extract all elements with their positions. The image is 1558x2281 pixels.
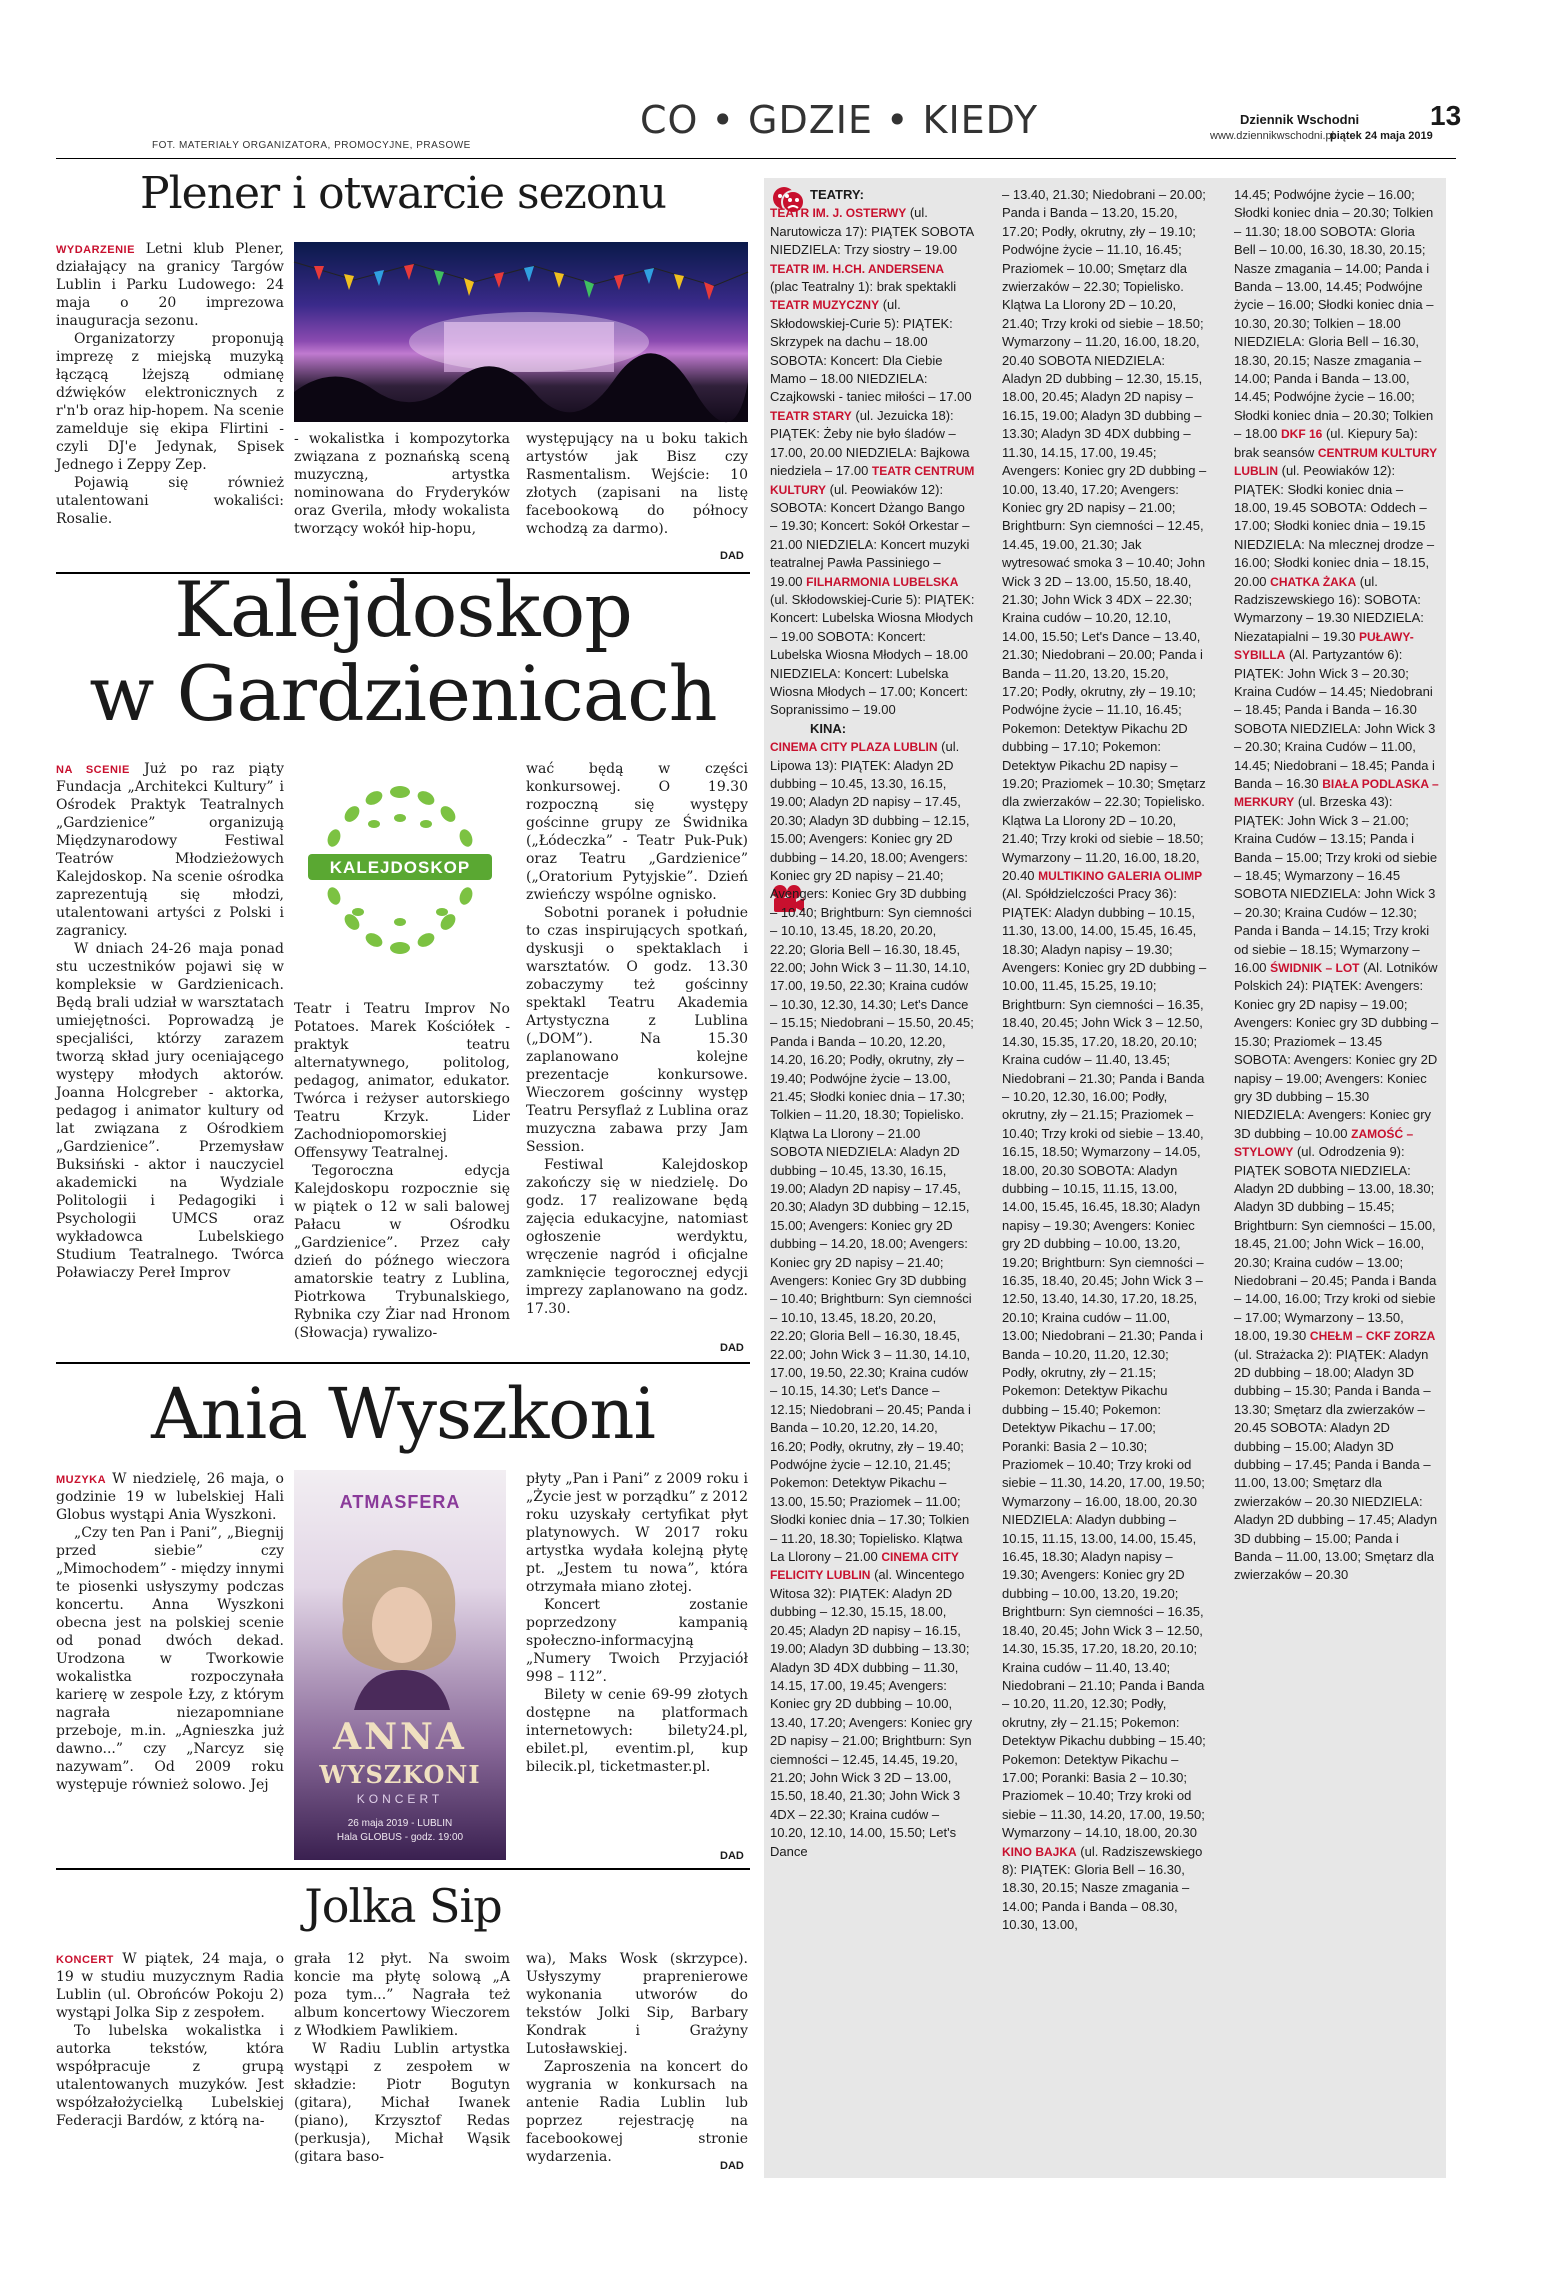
author-signature: DAD xyxy=(720,1342,744,1354)
listing-text: (ul. Skłodowskiej-Curie 5): PIĄTEK: Skrzypek na dachu – 18.00 SOBOTA: Koncert: Dla Ciebie Mamo – 18.00 NIEDZIELA: Czajkowski - taniec miłości – 17.00 xyxy=(770,297,972,405)
venue-name: KINO BAJKA xyxy=(1002,1844,1077,1859)
listing-text: (Al. Spółdzielczości Pracy 36): PIĄTEK: Aladyn dubbing – 10.15, 11.30, 13.00, 14.00, 15.45, 16.45, 18.30; Aladyn napisy – 19.30; Avengers: Koniec gry 2D dubbing – 10.00, 11.45, 15.25, 19.10; Brightburn: Syn ciemności – 16.35, 18.40, 20.45; John Wick 3 – 12.50, 14.30, 15.35, 17.20, 18.20, 20.10; Kraina cudów – 11.40, 13.45; Niedobrani – 21.30; Panda i Banda – 10.20, 12.30, 16.00; Podły, okrutny, zły – 21.15; Praziomek – 10.40; Trzy kroki od siebie – 13.40, 16.15, 18.50; Wymarzony – 14.05, 18.00, 20.30 SOBOTA: Aladyn dubbing – 10.15, 11.15, 13.00, 14.00, 15.45, 16.45, 18.30; Aladyn napisy – 19.30; Avengers: Koniec gry 2D dubbing – 10.00, 13.20, 19.20; Brightburn: Syn ciemności – 16.35, 18.40, 20.45; John Wick 3 – 12.50, 13.40, 14.30, 17.20, 18.25, 20.10; Kraina cudów – 11.00, 13.00; Niedobrani – 21.30; Panda i Banda – 10.20, 11.20, 12.30; Podły, okrutny, zły – 21.15; Pokemon: Detektyw Pikachu dubbing – 15.40; Pokemon: Detektyw Pikachu – 17.00; Poranki: Basia 2 – 10.30; Praziomek – 10.40; Trzy kroki od siebie – 11.30, 14.20, 17.00, 19.50; Wymarzony – 16.00, 18.00, 20.30 NIEDZIELA: Aladyn dubbing – 10.15, 11.15, 13.00, 14.00, 15.45, 16.45, 18.30; Aladyn napisy – 19.30; Avengers: Koniec gry 2D dubbing – 10.00, 13.20, 19.20; Brightburn: Syn ciemności – 16.35, 18.40, 20.45; John Wick 3 – 12.50, 14.30, 15.35, 17.20, 18.20, 20.10; Kraina cudów – 11.40, 13.40; Niedobrani – 21.10; Panda i Banda – 10.20, 11.20, 12.30; Podły, okrutny, zły – 21.15; Pokemon: Detektyw Pikachu dubbing – 15.40; Pokemon: Detektyw Pikachu – 17.00; Poranki: Basia 2 – 10.30; Praziomek – 10.40; Trzy kroki od siebie – 11.30, 14.20, 17.00, 19.50; Wymarzony – 14.10, 18.00, 20.30 xyxy=(1002,886,1207,1841)
article-title: Ania Wyszkoni xyxy=(151,1373,655,1455)
listings-column xyxy=(770,186,975,1861)
listing-text: (plac Teatralny 1): brak spektakli xyxy=(770,279,957,295)
venue-name: BIAŁA PODLASKA –MERKURY xyxy=(1234,777,1439,810)
article-column: grała 12 płyt. Na swoim koncie ma płytę solową „A poza tym...” Nagrała też album koncertowy Wieczorem z Włodkiem Pawlikiem. W Radiu Lublin artystka wystąpi z zespołem w składzie: Piotr Bogutyn (gitara), Michał Iwanek (piano), Krzysztof Redas (perkusja), Michał Wąsik (gitara baso- xyxy=(294,1951,510,2165)
author-signature: DAD xyxy=(720,1850,744,1862)
article-kicker: NA SCENIE xyxy=(56,764,130,776)
venue-name: TEATR MUZYCZNY xyxy=(770,298,880,313)
issue-date: piątek 24 maja 2019 xyxy=(1330,130,1433,142)
listing-text: (ul. Odrodzenia 9): PIĄTEK SOBOTA NIEDZIELA: Aladyn 2D dubbing – 13.00, 18.30; Aladyn 3D dubbing – 15.45; Brightburn: Syn ciemności – 15.00, 18.45, 21.00; John Wick – 16.00, 20.30; Kraina cudów – 13.00; Niedobrani – 20.45; Panda i Banda – 14.00, 16.00; Trzy kroki od siebie – 17.00; Wymarzony – 13.50, 18.00, 19.30 xyxy=(1234,1144,1437,1344)
article-column: KONCERT W piątek, 24 maja, o 19 w studiu muzycznym Radia Lublin (ul. Obrońców Pokoju 2) wystąpi Jolka Sip z zespołem. To lubelska wokalistka i autorka tekstów, która współpracuje z grupą utalentowanych muzyków. Jest współzałożycielką Lubelskiej Federacji Bardów, z którą na- xyxy=(56,1951,284,2129)
venue-name: FILHARMONIA LUBELSKA xyxy=(806,574,959,589)
singer-portrait xyxy=(324,1530,476,1710)
venue-name: PUŁAWY-SYBILLA xyxy=(1234,629,1414,663)
venue-name: TEATR IM. J. OSTERWY xyxy=(770,206,907,221)
author-signature: DAD xyxy=(720,550,744,562)
concert-illustration xyxy=(294,242,748,422)
article-column: wać będą w części konkursowej. O 19.30 rozpoczną się występy gościnne grupy ze Świdnika („Łódeczka” - Teatr Puk-Puk) oraz Teatru „Gardzienice” („Oratorium Pytyjskie”. Dzień zwieńczy wspólne ognisko. Sobotni poranek i południe to czas inspirujących spotkań, dyskusji o spektaklach i warsztatów. O godz. 13.30 zobaczymy też gościnny spektakl Teatru Akademia Artystyczna z Lublina („DOM”). Na 15.30 zaplanowano kolejne prezentacje konkursowe. Wieczorem gościnny występ Teatru Persyflaż z Lublina oraz muzyczna zabawa przy Jam Session. Festiwal Kalejdoskop zakończy się w niedzielę. Do godz. 17 realizowane będą zajęcia edukacyjne, natomiast ogłoszenie werdyktu, wręczenie nagród i oficjalne zamknięcie tegorocznej edycji imprezy zaplanowano na godz. 17.30. xyxy=(526,761,748,1317)
listing-category: KINA: xyxy=(810,720,847,736)
author-signature: DAD xyxy=(720,2160,744,2172)
venue-name: ZAMOŚĆ – STYLOWY xyxy=(1234,1126,1414,1160)
section-title: CO • GDZIE • KIEDY xyxy=(640,98,1039,142)
article-column: - wokalistka i kompozytorka związana z poznańską sceną muzyczną, artystka nominowana do Fryderyków oraz Gverila, młody wokalista tworzący wokół hip-hopu, xyxy=(294,431,510,537)
venue-name: CHATKA ŻAKA xyxy=(1270,574,1357,589)
listing-text: (ul. Skłodowskiej-Curie 5): PIĄTEK: Koncert: Lubelska Wiosna Młodych – 19.00 SOBOTA: Koncert: Lubelska Wiosna Młodych – 18.00 NIEDZIELA: Koncert: Lubelska Wiosna Młodych – 17.00; Koncert: Sopranissimo – 19.00 xyxy=(770,591,975,718)
poster-venue: Hala GLOBUS - godz. 19:00 xyxy=(336,1832,464,1843)
article-column: Teatr i Teatru Improv No Potatoes. Marek Kościółek - praktyk teatru alternatywnego, politolog, pedagog, animator, edukator. Twórca i reżyser autorskiego Teatru Krzyk. Lider Zachodniopomorskiej Offensywy Teatralnej. Tegoroczna edycja Kalejdoskopu rozpocznie się w piątek o 12 w sali balowej Pałacu w Ośrodku „Gardzienice”. Przez cały dzień do późnego wieczora amatorskie teatry z Lublina, Piotrkowa Trybunalskiego, Rybnika czy Żiar nad Hronom (Słowacja) rywalizo- xyxy=(294,1001,510,1341)
article-column: występujący na u boku takich artystów jak Bisz czy Rasmentalism. Wejście: 10 złotych (zapisani na listę facebookową do północy wchodzą za darmo). xyxy=(526,431,748,537)
venue-name: CINEMA CITY FELICITY LUBLIN xyxy=(770,1550,959,1583)
article-title: Plener i otwarcie sezonu xyxy=(140,168,666,219)
venue-name: TEATR IM. H.CH. ANDERSENA xyxy=(770,261,944,276)
listing-text: 14.45; Podwójne życie – 16.00; Słodki koniec dnia – 20.30; Tolkien – 11.30; 18.00 SOBOTA: Gloria Bell – 10.00, 16.30, 18.30, 20.15; Nasze zmagania – 14.00; Panda i Banda – 13.00, 14.45; Podwójne życie – 16.00; Słodki koniec dnia – 10.30, 20.30; Tolkien – 18.00 NIEDZIELA: Gloria Bell – 16.30, 18.30, 20.15; Nasze zmagania – 14.00; Panda i Banda – 13.00, 14.45; Podwójne życie – 16.00; Słodki koniec dnia – 20.30; Tolkien – 18.00 xyxy=(1234,187,1434,442)
venue-name: TEATR CENTRUM KULTURY xyxy=(770,464,975,497)
listing-text: (ul. Radziszewskiego 8): PIĄTEK: Gloria Bell – 16.30, 18.30, 20.15; Nasze zmagania – 14.00; Panda i Banda – 08.30, 10.30, 13.00, xyxy=(1002,1843,1203,1933)
listing-text: (ul. Brzeska 43): PIĄTEK: John Wick 3 – 21.00; Kraina Cudów – 13.15; Panda i Banda – 15.00; Trzy kroki od siebie – 18.45; Wymarzony – 16.45 SOBOTA NIEDZIELA: John Wick 3 – 20.30; Kraina Cudów – 12.30; Panda i Banda – 14.15; Trzy kroki od siebie – 18.15; Wymarzony – 16.00 xyxy=(1234,794,1438,976)
concert-poster xyxy=(294,1470,506,1860)
venue-name: DKF 16 xyxy=(1281,427,1323,442)
venue-name: TEATR STARY xyxy=(770,408,852,423)
listing-text: (ul. Radziszewskiego 16): SOBOTA: Wymarzony – 19.30 NIEDZIELA: Niezatapialni – 19.30 xyxy=(1234,573,1424,644)
venue-name: CHEŁM – CKF ZORZA xyxy=(1309,1329,1436,1344)
venue-name: CENTRUM KULTURY LUBLIN xyxy=(1234,445,1437,479)
kalejdoskop-logo xyxy=(294,762,506,994)
article-title: Jolka Sip xyxy=(304,1879,502,1933)
venue-name: MULTIKINO GALERIA OLIMP xyxy=(1038,869,1203,884)
poster-date: 26 maja 2019 - LUBLIN xyxy=(347,1818,453,1829)
listing-text: (ul. Narutowicza 17): PIĄTEK SOBOTA NIEDZIELA: Trzy siostry – 19.00 xyxy=(770,205,974,258)
section-rule xyxy=(56,1868,750,1870)
article-kicker: KONCERT xyxy=(56,1954,114,1966)
poster-subtitle: KONCERT xyxy=(356,1792,444,1806)
website: www.dziennikwschodni.pl xyxy=(1210,130,1335,142)
header-rule xyxy=(56,158,1456,159)
listings-column xyxy=(1002,186,1207,1935)
listing-text: (Al. Lotników Polskich 24): PIĄTEK: Avengers: Koniec gry 2D napisy – 19.00; Avengers: Koniec gry 3D dubbing – 15.30; Praziomek – 13.45 SOBOTA: Avengers: Koniec gry 2D napisy – 19.00; Avengers: Koniec gry 3D dubbing – 15.30 NIEDZIELA: Avengers: Koniec gry 3D dubbing – 10.00 xyxy=(1234,960,1439,1141)
article-column: MUZYKA W niedzielę, 26 maja, o godzinie 19 w lubelskiej Hali Globus wystąpi Ania Wyszkoni. „Czy ten Pan i Pani”, „Biegnij przed siebie” czy „Mimochodem” - między innymi te piosenki usłyszymy podczas koncertu. Anna Wyszkoni obecna jest na polskiej scenie od ponad dwóch dekad. Urodzona w Tworkowie wokalistka rozpoczynała karierę w zespole Łzy, z którym nagrała niezapomniane przeboje, m.in. „Agnieszka już dawno...” czy „Narcyz się nazywam”. Od 2009 roku występuje również solowo. Jej xyxy=(56,1471,284,1793)
listing-text: (al. Wincentego Witosa 32): PIĄTEK: Aladyn 2D dubbing – 12.30, 15.15, 18.00, 20.45; Aladyn 2D napisy – 16.15, 19.00; Aladyn 3D dubbing – 13.30; Aladyn 3D 4DX dubbing – 11.30, 14.15, 17.00, 19.45; Avengers: Koniec gry 2D dubbing – 10.00, 13.40, 17.20; Avengers: Koniec gry 2D napisy – 21.00; Brightburn: Syn ciemności – 12.45, 14.45, 19.20, 21.20; John Wick 3 2D – 13.00, 15.50, 18.40, 21.30; John Wick 3 4DX – 22.30; Kraina cudów – 10.20, 12.10, 14.00, 15.50; Let's Dance xyxy=(770,1567,973,1859)
venue-name: ŚWIDNIK – LOT xyxy=(1270,961,1360,976)
article-title: Kalejdoskop w Gardzienicach xyxy=(89,565,717,738)
article-kicker: MUZYKA xyxy=(56,1474,107,1486)
listings-column xyxy=(1234,186,1439,1585)
leaf-wreath-icon xyxy=(294,762,506,994)
listing-category: TEATRY: xyxy=(810,187,864,202)
listing-text: (ul. Lipowa 13): PIĄTEK: Aladyn 2D dubbing – 10.45, 13.30, 16.15, 19.00; Aladyn 2D napisy – 17.45, 20.30; Aladyn 3D dubbing – 12.15, 15.00; Avengers: Koniec gry 2D dubbing – 14.20, 18.00; Avengers: Koniec gry 2D napisy – 21.40; Avengers: Koniec Gry 3D dubbing – 10.40; Brightburn: Syn ciemności – 10.10, 13.45, 18.20, 20.20, 22.20; Gloria Bell – 16.30, 18.45, 22.00; John Wick 3 – 11.30, 14.10, 17.00, 19.50, 22.30; Kraina cudów – 10.30, 12.30, 14.30; Let's Dance – 15.15; Niedobrani – 15.50, 20.45; Panda i Banda – 10.20, 12.20, 14.20, 16.20; Podły, okrutny, zły – 19.40; Podwójne życie – 13.00, 21.45; Słodki koniec dnia – 17.30; Tolkien – 11.20, 18.30; Topielisko. Klątwa La Llorony – 21.00 SOBOTA NIEDZIELA: Aladyn 2D dubbing – 10.45, 13.30, 16.15, 19.00; Aladyn 2D napisy – 17.45, 20.30; Aladyn 3D dubbing – 12.15, 15.00; Avengers: Koniec gry 2D dubbing – 14.20, 18.00; Avengers: Koniec gry 2D napisy – 21.40; Avengers: Koniec Gry 3D dubbing – 10.40; Brightburn: Syn ciemności – 10.10, 13.45, 18.20, 20.20, 22.20; Gloria Bell – 16.30, 18.45, 22.00; John Wick 3 – 11.30, 14.10, 17.00, 19.50, 22.30; Kraina cudów – 10.15, 14.30; Let's Dance – 12.15; Niedobrani – 20.45; Panda i Banda – 10.20, 12.20, 14.20, 16.20; Podły, okrutny, zły – 19.40; Podwójne życie – 12.10, 21.45; Pokemon: Detektyw Pikachu – 13.00, 15.50; Praziomek – 11.00; Słodki koniec dnia – 17.30; Tolkien – 11.20, 18.30; Topielisko. Klątwa La Llorony – 21.00 xyxy=(770,739,974,1565)
listing-text: (Al. Partyzantów 6): PIĄTEK: John Wick 3 – 20.30; Kraina Cudów – 14.45; Niedobrani – 18.45; Panda i Banda – 16.30 SOBOTA NIEDZIELA: John Wick 3 – 20.30; Kraina Cudów – 11.00, 14.45; Niedobrani – 18.45; Panda i Banda – 16.30 xyxy=(1234,647,1436,791)
poster-surname: WYSZKONI xyxy=(319,1760,481,1789)
poster-brand: ATMASFERA xyxy=(339,1492,461,1512)
article-kicker: WYDARZENIE xyxy=(56,244,135,256)
listing-text: (ul. Peowiaków 12): PIĄTEK: Słodki koniec dnia – 18.00, 19.45 SOBOTA: Oddech – 17.00; Słodki koniec dnia – 19.15 NIEDZIELA: Na mlecznej drodze – 16.00; Słodki koniec dnia – 18.15, 20.00 xyxy=(1234,463,1435,589)
article-column: płyty „Pan i Pani” z 2009 roku i „Życie jest w porządku” z 2012 roku uzyskały certyfikat płyt platynowych. W 2017 roku artystka wydała kolejną płytę pt. „Jestem tu nowa”, która otrzymała miano złotej. Koncert zostanie poprzedzony kampanią społeczno-informacyjną „Numery Twoich Przyjaciół 998 – 112”. Bilety w cenie 69-99 złotych dostępne na platformach internetowych: bilety24.pl, ebilet.pl, eventim.pl, kup bilecik.pl, ticketmaster.pl. xyxy=(526,1471,748,1775)
section-rule xyxy=(56,1362,750,1364)
listing-text: (ul. Strażacka 2): PIĄTEK: Aladyn 2D dubbing – 18.00; Aladyn 3D dubbing – 15.30; Panda i Banda – 13.30; Smętarz dla zwierzaków – 20.45 SOBOTA: Aladyn 2D dubbing – 15.00; Aladyn 3D dubbing – 17.45; Panda i Banda – 11.00, 13.00; Smętarz dla zwierzaków – 20.30 NIEDZIELA: Aladyn 2D dubbing – 17.45; Aladyn 3D dubbing – 15.00; Panda i Banda – 11.00, 13.00; Smętarz dla zwierzaków – 20.30 xyxy=(1234,1346,1438,1583)
logo-text: KALEJDOSKOP xyxy=(329,858,471,877)
listing-text: (ul. Kiepury 5a): brak seansów xyxy=(1234,426,1418,460)
photo-credit: FOT. MATERIAŁY ORGANIZATORA, PROMOCYJNE, PRASOWE xyxy=(152,140,471,151)
listing-text: (ul. Jezuicka 18): PIĄTEK: Żeby nie było śladów – 17.00, 20.00 NIEDZIELA: Bajkowa niedziela – 17.00 xyxy=(770,407,970,479)
listing-text: (ul. Peowiaków 12): SOBOTA: Koncert Dżango Bango – 19.30; Koncert: Sokół Orkestar – 21.00 NIEDZIELA: Koncert muzyki teatralnej Pawła Passiniego – 19.00 xyxy=(770,481,970,589)
listing-text: – 13.40, 21.30; Niedobrani – 20.00; Panda i Banda – 13.20, 15.20, 17.20; Podły, okrutny, zły – 19.10; Podwójne życie – 11.10, 16.45; Praziomek – 10.00; Smętarz dla zwierzaków – 22.30; Topielisko. Klątwa La Llorony 2D – 10.20, 21.40; Trzy kroki od siebie – 18.50; Wymarzony – 11.20, 16.00, 18.20, 20.40 SOBOTA NIEDZIELA: Aladyn 2D dubbing – 12.30, 15.15, 18.00, 20.45; Aladyn 2D napisy – 16.15, 19.00; Aladyn 3D dubbing – 13.30; Aladyn 3D 4DX dubbing – 11.30, 14.15, 17.00, 19.45; Avengers: Koniec gry 2D dubbing – 10.00, 13.40, 17.20; Avengers: Koniec gry 2D napisy – 21.00; Brightburn: Syn ciemności – 12.45, 14.45, 19.00, 21.30; Jak wytresować smoka 3 – 10.40; John Wick 3 2D – 13.00, 15.50, 18.40, 21.30; John Wick 3 4DX – 22.30; Kraina cudów – 10.20, 12.10, 14.00, 15.50; Let's Dance – 13.40, 21.30; Niedobrani – 20.00; Panda i Banda – 11.20, 13.20, 15.20, 17.20; Podły, okrutny, zły – 19.10; Podwójne życie – 11.10, 16.45; Pokemon: Detektyw Pikachu 2D dubbing – 17.10; Pokemon: Detektyw Pikachu 2D napisy – 19.20; Praziomek – 10.30; Smętarz dla zwierzaków – 22.30; Topielisko. Klątwa La Llorony 2D – 10.20, 21.40; Trzy kroki od siebie – 18.50; Wymarzony – 11.20, 16.00, 18.20, 20.40 xyxy=(1002,187,1207,884)
article-column: WYDARZENIE Letni klub Plener, działający na granicy Targów Lublin i Parku Ludowego: 24 maja o 20 imprezowa inauguracja sezonu. Organizatorzy proponują imprezę z miejską muzyką łączącą lżejszą odmianę dźwięków elektronicznych z r'n'b oraz hip-hopem. Na scenie zamelduje się ekipa Flirtini - czyli DJ'e Jedynak, Spisek Jednego i Zeppy Zep. Pojawią się również utalentowani wokaliści: Rosalie. xyxy=(56,241,284,527)
article-column: NA SCENIE Już po raz piąty Fundacja „Architekci Kultury” i Ośrodek Praktyk Teatralnych „Gardzienice” organizują Międzynarodowy Festiwal Teatrów Młodzieżowych Kalejdoskop. Na scenie ośrodka zaprezentują się młodzi, utalentowani artyści z Polski i zagranicy. W dniach 24-26 maja ponad stu uczestników pojawi się w kompleksie w Gardzienicach. Będą brali udział w warsztatach umiejętności. Poprowadzą je specjaliści, którzy zarazem tworzą skład jury oceniającego występy młodych aktorów. Joanna Holcgreber - aktorka, pedagog i animator kultury od lat związana z Ośrodkiem „Gardzienice”. Przemysław Buksiński - aktor i nauczyciel akademicki na Wydziale Politologii i Pedagogiki i Psychologii UMCS oraz wykładowca Lubelskiego Studium Teatralnego. Twórca Poławiaczy Pereł Improv xyxy=(56,761,284,1281)
listings-panel xyxy=(764,178,1446,2178)
venue-name: CINEMA CITY PLAZA LUBLIN xyxy=(770,740,938,755)
poster-name: ANNA xyxy=(333,1716,467,1758)
newspaper-name: Dziennik Wschodni xyxy=(1240,112,1360,127)
concert-photo xyxy=(294,242,748,422)
page-number: 13 xyxy=(1430,100,1462,131)
article-column: wa), Maks Wosk (skrzypce). Usłyszymy praprenierowe wykonania utworów do tekstów Jolki Sip, Barbary Kondrak i Grażyny Lutosławskiej. Zaproszenia na koncert do wygrania w konkursach na antenie Radia Lublin lub poprzez rejestrację na facebookowej stronie wydarzenia. xyxy=(526,1951,748,2165)
